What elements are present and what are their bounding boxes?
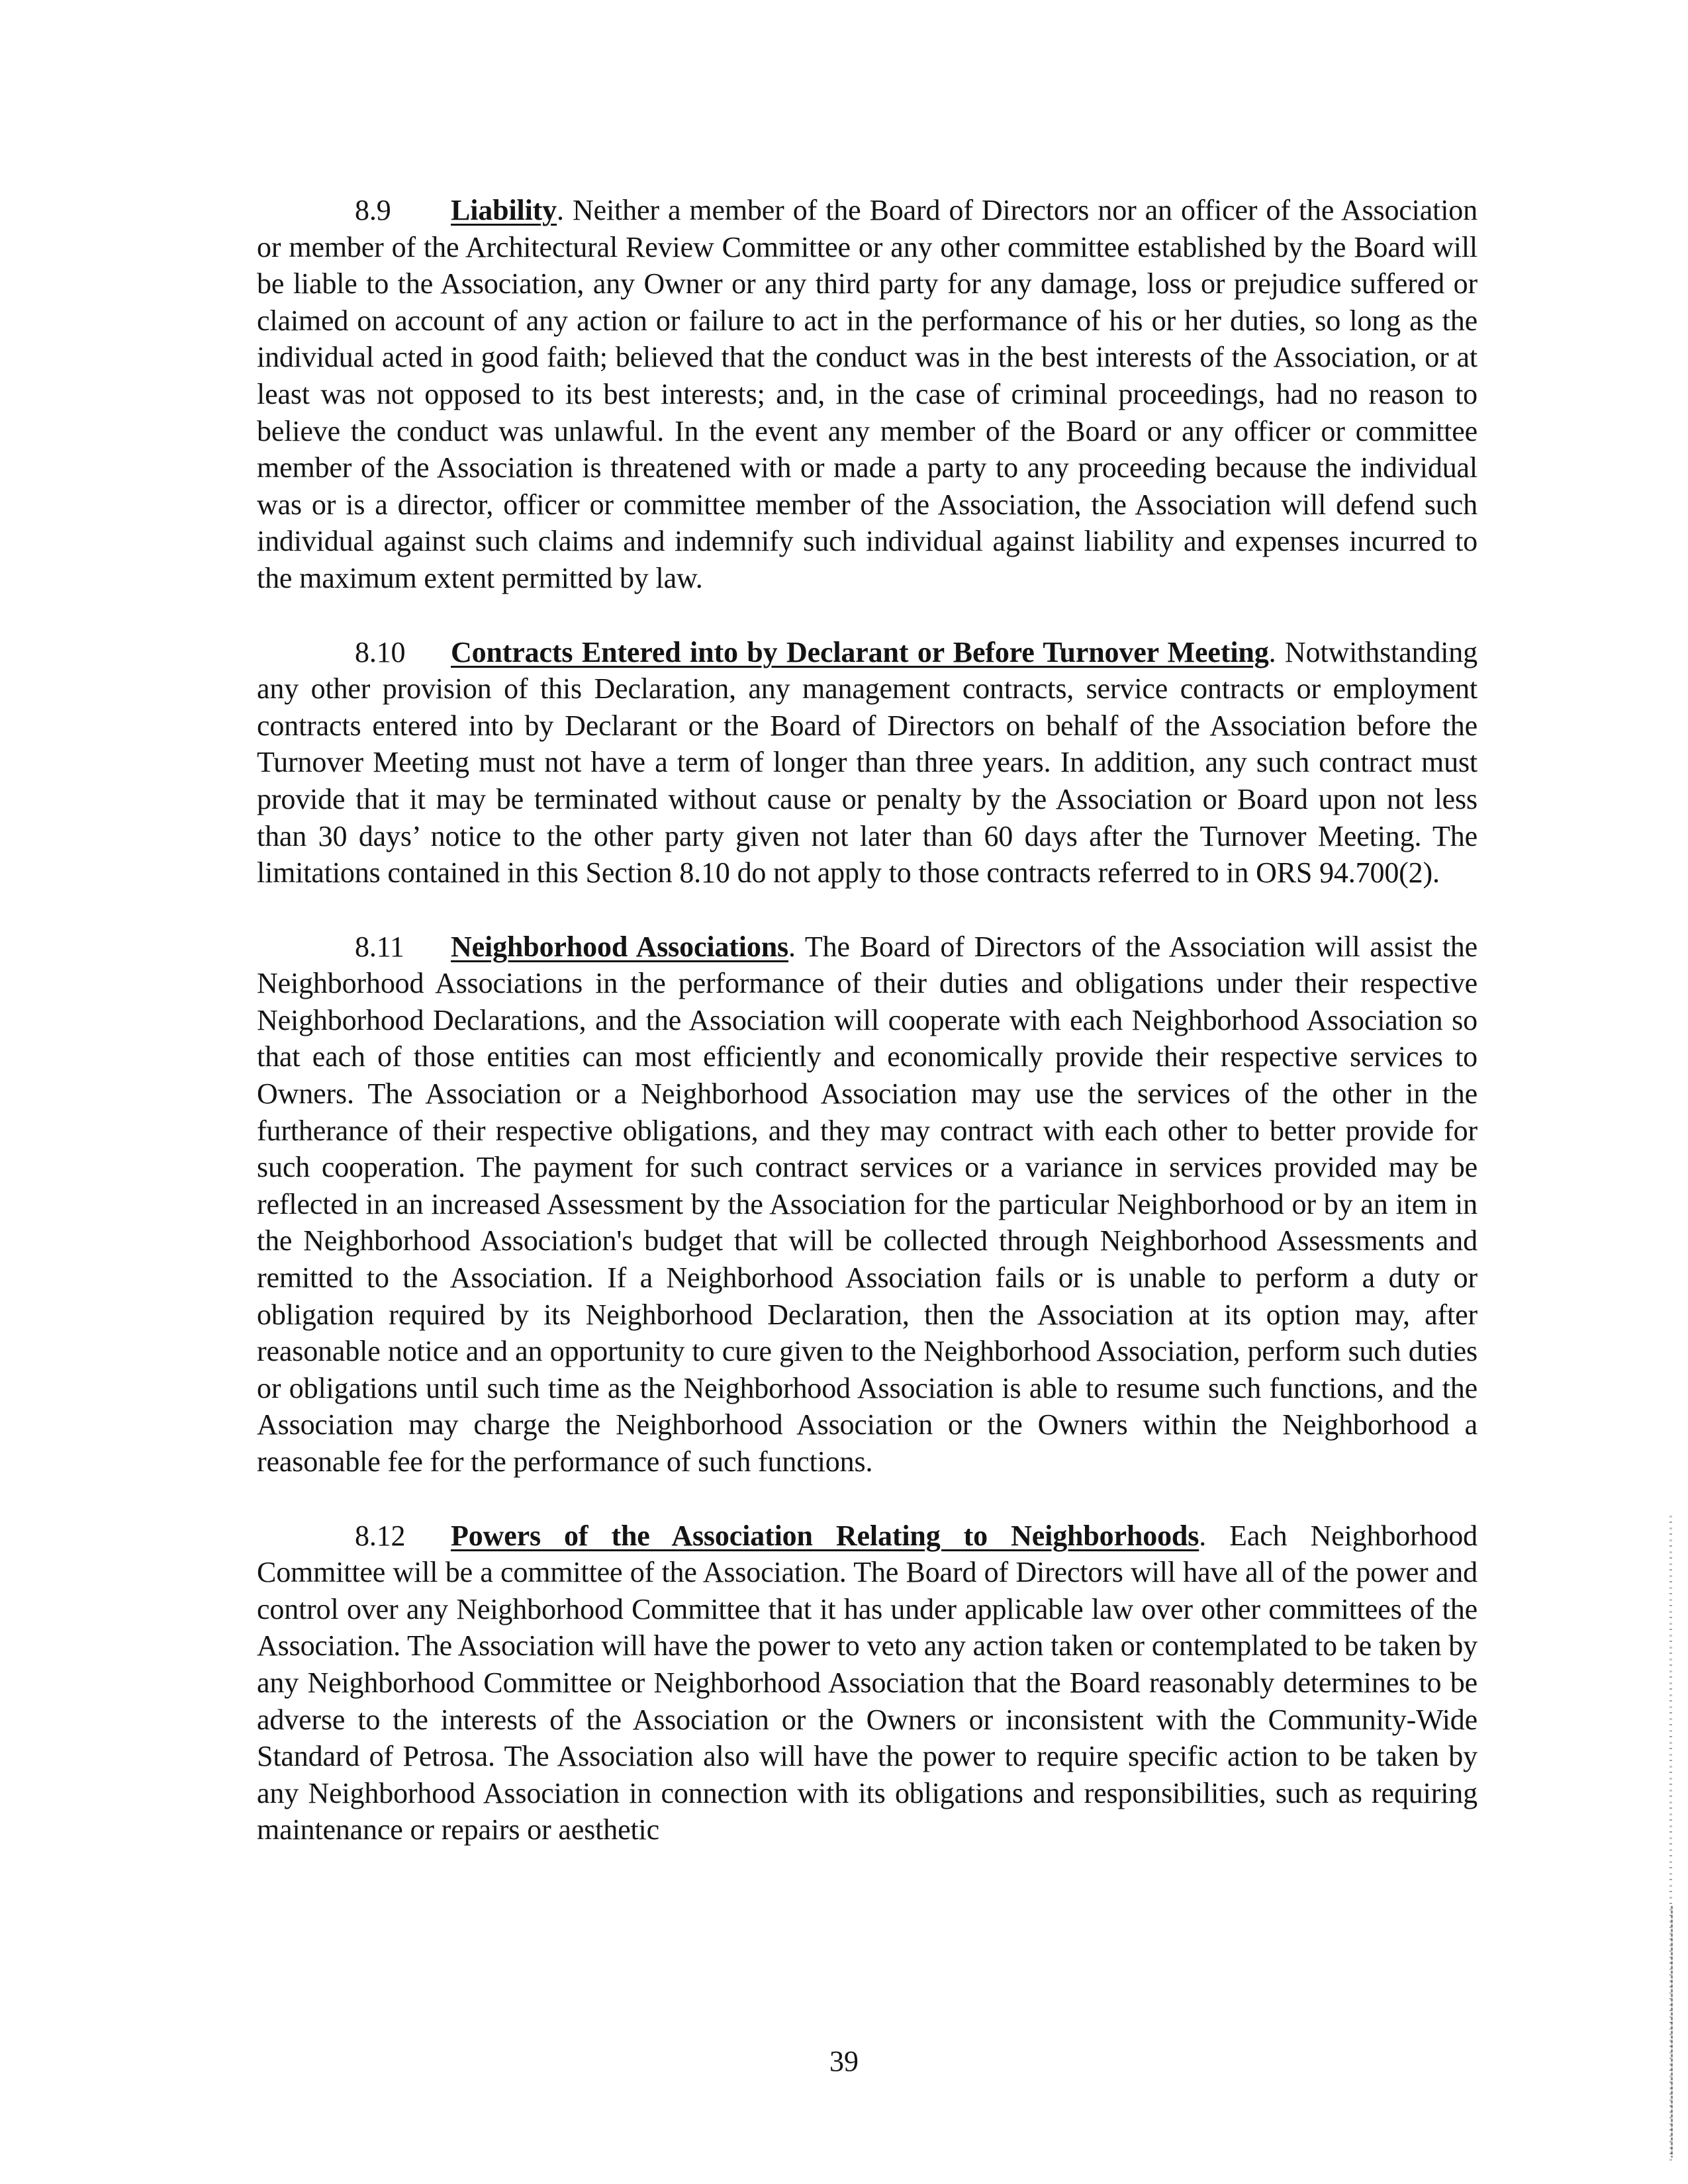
page-number: 39 bbox=[829, 2045, 859, 2077]
section-text: . Notwithstanding any other provision of this Declaration, any management contracts, service contracts or employment contracts entered into by Declarant or the Board of Directors on behalf of the Association before the Turnover Meeting must not have a term of longer than three years. In addition, any such contract must provide that it may be terminated without cause or penalty by the Association or Board upon not less than 30 days’ notice to the other party given not later than 60 days after the Turnover Meeting. The limitations contained in this Section 8.10 do not apply to those contracts referred to in ORS 94.700(2). bbox=[257, 635, 1477, 889]
scan-edge-artifact-dark bbox=[1671, 1906, 1673, 2158]
section-number: 8.10 bbox=[355, 635, 406, 668]
section-8-11 bbox=[257, 929, 1477, 1480]
section-number: 8.11 bbox=[355, 930, 404, 963]
section-8-9 bbox=[257, 192, 1477, 597]
section-number: 8.12 bbox=[355, 1519, 406, 1552]
section-text: . Neither a member of the Board of Directors nor an officer of the Association or member of the Architectural Review Committee or any other committee established by the Board will be liable to the Association, any Owner or any third party for any damage, loss or prejudice suffered or claimed on account of any action or failure to act in the performance of his or her duties, so long as the individual acted in good faith; believed that the conduct was in the best interests of the Association, or at least was not opposed to its best interests; and, in the case of criminal proceedings, had no reason to believe the conduct was unlawful. In the event any member of the Board or any officer or committee member of the Association is threatened with or made a party to any proceeding because the individual was or is a director, officer or committee member of the Association, the Association will defend such individual against such claims and indemnify such individual against liability and expenses incurred to the maximum extent permitted by law. bbox=[257, 194, 1477, 594]
section-8-12 bbox=[257, 1518, 1477, 1848]
section-heading: Neighborhood Associations bbox=[451, 930, 789, 963]
document-body bbox=[257, 192, 1477, 1886]
section-heading: Powers of the Association Relating to Neighborhoods bbox=[451, 1519, 1199, 1552]
section-number: 8.9 bbox=[355, 194, 391, 226]
section-heading: Contracts Entered into by Declarant or Before Turnover Meeting bbox=[451, 635, 1269, 668]
section-text: . The Board of Directors of the Association will assist the Neighborhood Associations in the performance of their duties and obligations under their respective Neighborhood Declarations, and the Association will cooperate with each Neighborhood Association so that each of those entities can most efficiently and economically provide their respective services to Owners. The Association or a Neighborhood Association may use the services of the other in the furtherance of their respective obligations, and they may contract with each other to better provide for such cooperation. The payment for such contract services or a variance in services provided may be reflected in an increased Assessment by the Association for the particular Neighborhood or by an item in the Neighborhood Association's budget that will be collected through Neighborhood Assessments and remitted to the Association. If a Neighborhood Association fails or is unable to perform a duty or obligation required by its Neighborhood Declaration, then the Association at its option may, after reasonable notice and an opportunity to cure given to the Neighborhood Association, perform such duties or obligations until such time as the Neighborhood Association is able to resume such functions, and the Association may charge the Neighborhood Association or the Owners within the Neighborhood a reasonable fee for the performance of such functions. bbox=[257, 930, 1477, 1478]
section-heading: Liability bbox=[451, 194, 557, 226]
section-text: . Each Neighborhood Committee will be a committee of the Association. The Board of Directors will have all of the power and control over any Neighborhood Committee that it has under applicable law over other committees of the Association. The Association will have the power to veto any action taken or contemplated to be taken by any Neighborhood Committee or Neighborhood Association that the Board reasonably determines to be adverse to the interests of the Association or the Owners or inconsistent with the Community-Wide Standard of Petrosa. The Association also will have the power to require specific action to be taken by any Neighborhood Association in connection with its obligations and responsibilities, such as requiring maintenance or repairs or aesthetic bbox=[257, 1519, 1477, 1846]
section-8-10 bbox=[257, 634, 1477, 891]
